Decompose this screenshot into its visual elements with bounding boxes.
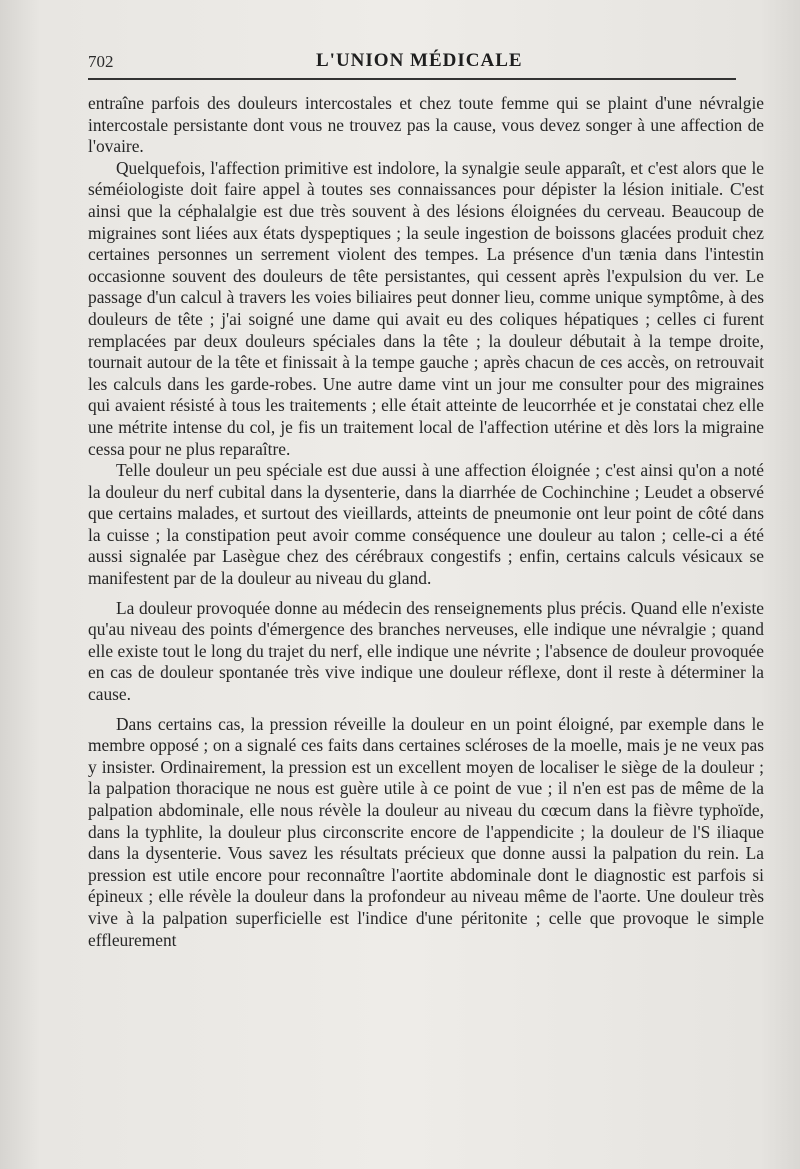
body-text bbox=[88, 93, 764, 951]
paragraph-2: Quelquefois, l'affection primitive est indolore, la synalgie seule apparaît, et c'est alors que le séméiologiste doit faire appel à toutes ses connaissances pour dépister la lésion initiale. C'est ainsi que la céphalalgie est due très souvent à des lésions éloignées du cerveau. Beaucoup de migraines sont liées aux états dyspeptiques ; la seule ingestion de boissons glacées produit chez certaines personnes un serrement violent des tempes. La présence d'un tænia dans l'intestin occasionne souvent des douleurs de tête persistantes, qui cessent après l'expulsion du ver. Le passage d'un calcul à travers les voies biliaires peut donner lieu, comme unique symptôme, à des douleurs de tête ; j'ai soigné une dame qui avait eu des coliques hépatiques ; celles ci furent remplacées par deux douleurs spéciales dans la tête ; la douleur débutait à la tempe droite, tournait autour de la tête et finissait à la tempe gauche ; après chacun de ces accès, on retrouvait les calculs dans les garde-robes. Une autre dame vint un jour me consulter pour des migraines qui avaient résisté à tous les traitements ; elle était atteinte de leucorrhée et je constatai chez elle une métrite intense du col, je fis un traitement local de l'affection utérine et dès lors la migraine cessa pour ne plus reparaître. bbox=[88, 157, 764, 459]
page-header bbox=[88, 50, 738, 78]
paragraph-3: Telle douleur un peu spéciale est due aussi à une affection éloignée ; c'est ainsi qu'on a noté la douleur du nerf cubital dans la dysenterie, dans la diarrhée de Cochinchine ; Leudet a observé que certains malades, et surtout des vieillards, atteints de pneumonie ont leur point de côté dans la cuisse ; la constipation peut avoir comme conséquence une douleur au talon ; celle-ci a été aussi signalée par Lasègue chez des cérébraux congestifs ; enfin, certains calculs vésicaux se manifestent par de la douleur au niveau du gland. bbox=[88, 460, 764, 589]
paragraph-4: La douleur provoquée donne au médecin des renseignements plus précis. Quand elle n'existe qu'au niveau des points d'émergence des branches nerveuses, elle indique une névralgie ; quand elle existe tout le long du trajet du nerf, elle indique une névrite ; l'absence de douleur provoquée en cas de douleur spontanée très vive indique une douleur réflexe, dont il reste à déterminer la cause. bbox=[88, 597, 764, 705]
header-rule bbox=[88, 78, 736, 80]
page-number: 702 bbox=[88, 52, 114, 71]
running-title: L'UNION MÉDICALE bbox=[316, 50, 523, 71]
paragraph-1: entraîne parfois des douleurs intercostales et chez toute femme qui se plaint d'une névralgie intercostale persistante dont vous ne trouvez pas la cause, vous devez songer à une affection de l'ovaire. bbox=[88, 93, 764, 157]
paragraph-5: Dans certains cas, la pression réveille la douleur en un point éloigné, par exemple dans le membre opposé ; on a signalé ces faits dans certaines scléroses de la moelle, mais je ne veux pas y insister. Ordinairement, la pression est un excellent moyen de localiser le siège de la douleur ; la palpation thoracique ne nous est guère utile à ce point de vue ; il n'en est pas de même de la palpation abdominale, elle nous révèle la douleur au niveau du cœcum dans la fièvre typhoïde, dans la typhlite, la douleur plus circonscrite encore de l'appendicite ; la douleur de l'S iliaque dans la dysenterie. Vous savez les résultats précieux que donne aussi la palpation du rein. La pression est utile encore pour reconnaître l'aortite abdominale dont le diagnostic est parfois si épineux ; elle révèle la douleur dans la profondeur au niveau même de l'aorte. Une douleur très vive à la palpation superficielle est l'indice d'une péritonite ; celle que provoque le simple effleurement bbox=[88, 713, 764, 950]
